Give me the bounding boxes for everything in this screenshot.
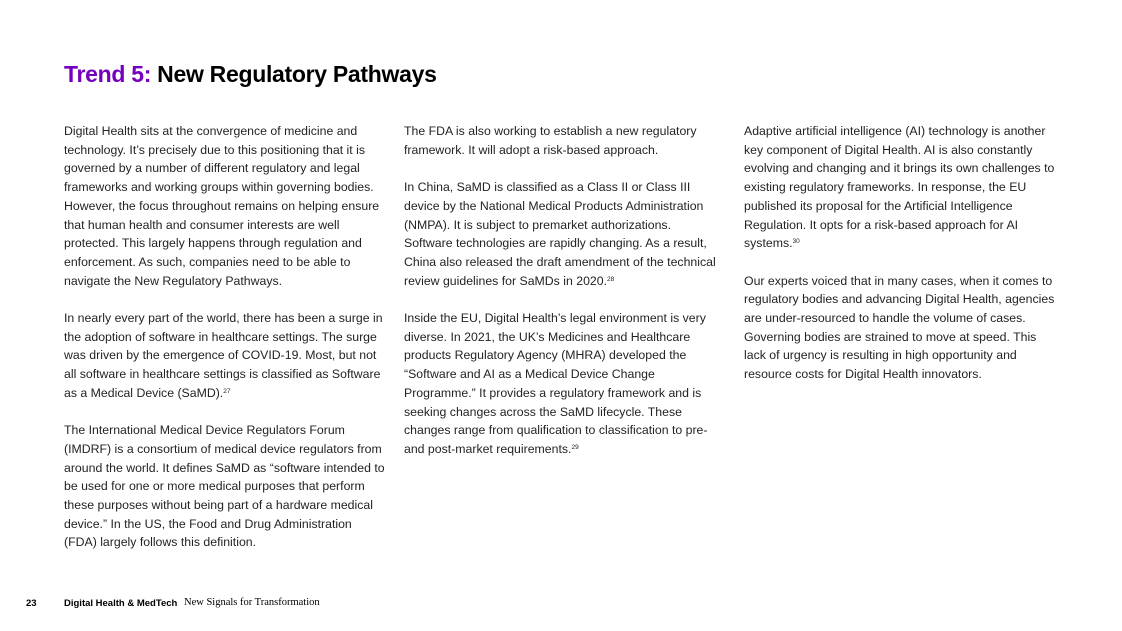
text-column-1 (64, 122, 386, 571)
footnote-ref: 29 (571, 443, 579, 451)
trend-title: New Regulatory Pathways (157, 61, 437, 87)
trend-label: Trend 5: (64, 61, 152, 87)
footer-subtitle: New Signals for Transformation (184, 597, 320, 608)
text-column-3 (744, 122, 1056, 403)
text-column-2 (404, 122, 716, 477)
footnote-ref: 30 (792, 238, 800, 246)
footnote-ref: 27 (223, 387, 231, 395)
footnote-ref: 28 (607, 275, 615, 283)
paragraph: The FDA is also working to establish a new regulatory framework. It will adopt a risk-based approach. (404, 124, 697, 157)
page-title (64, 61, 437, 88)
paragraph: The International Medical Device Regulators Forum (IMDRF) is a consortium of medical device regulators from around the world. It defines SaMD as “software intended to be used for one or more medical purposes that perform these purposes without being part of a hardware medical device.” In the US, the Food and Drug Administration (FDA) largely follows this definition. (64, 423, 385, 550)
paragraph: Digital Health sits at the convergence of medicine and technology. It’s precisely due to this positioning that it is governed by a number of different regulatory and legal frameworks and working groups within governing bodies. However, the focus throughout remains on helping ensure that human health and consumer interests are well protected. This largely happens through regulation and enforcement. As such, companies need to be able to navigate the New Regulatory Pathways. (64, 124, 380, 288)
paragraph: Adaptive artificial intelligence (AI) technology is another key component of Digital Health. AI is also constantly evolving and changing and it brings its own challenges to existing regulatory frameworks. In response, the EU published its proposal for the Artificial Intelligence Regulation. It opts for a risk-based approach for AI systems.$^{30}$ (744, 124, 1055, 251)
page-number: 23 (26, 598, 37, 609)
footer-brand: Digital Health & MedTech (64, 598, 178, 609)
paragraph: Our experts voiced that in many cases, when it comes to regulatory bodies and advancing Digital Health, agencies are under-resourced to handle the volume of cases. Governing bodies are strained to move at speed. This lack of urgency is resulting in high opportunity and resource costs for Digital Health innovators. (744, 273, 1055, 382)
paragraph: In China, SaMD is classified as a Class II or Class III device by the National Medical Products Administration (NMPA). It is subject to premarket authorizations. Software technologies are rapidly changing. As a result, China also released the draft amendment of the technical review guidelines for SaMDs in 2020.28 (404, 180, 716, 288)
page-footer (0, 597, 1122, 613)
paragraph: Inside the EU, Digital Health’s legal environment is very diverse. In 2021, the UK’s Medicines and Healthcare products Regulatory Agency (MHRA) developed the “Software and AI as a Medical Device Change Programme.” It provides a regulatory framework and is seeking changes across the SaMD lifecycle. These changes range from qualification to classification to pre- and post-market requirements.$^{29}$ (404, 311, 708, 456)
paragraph: In nearly every part of the world, there has been a surge in the adoption of software in healthcare settings. The surge was driven by the emergence of COVID-19. Most, but not all software in healthcare settings is classified as Software as a Medical Device (SaMD).$^{27}$ (64, 311, 383, 400)
